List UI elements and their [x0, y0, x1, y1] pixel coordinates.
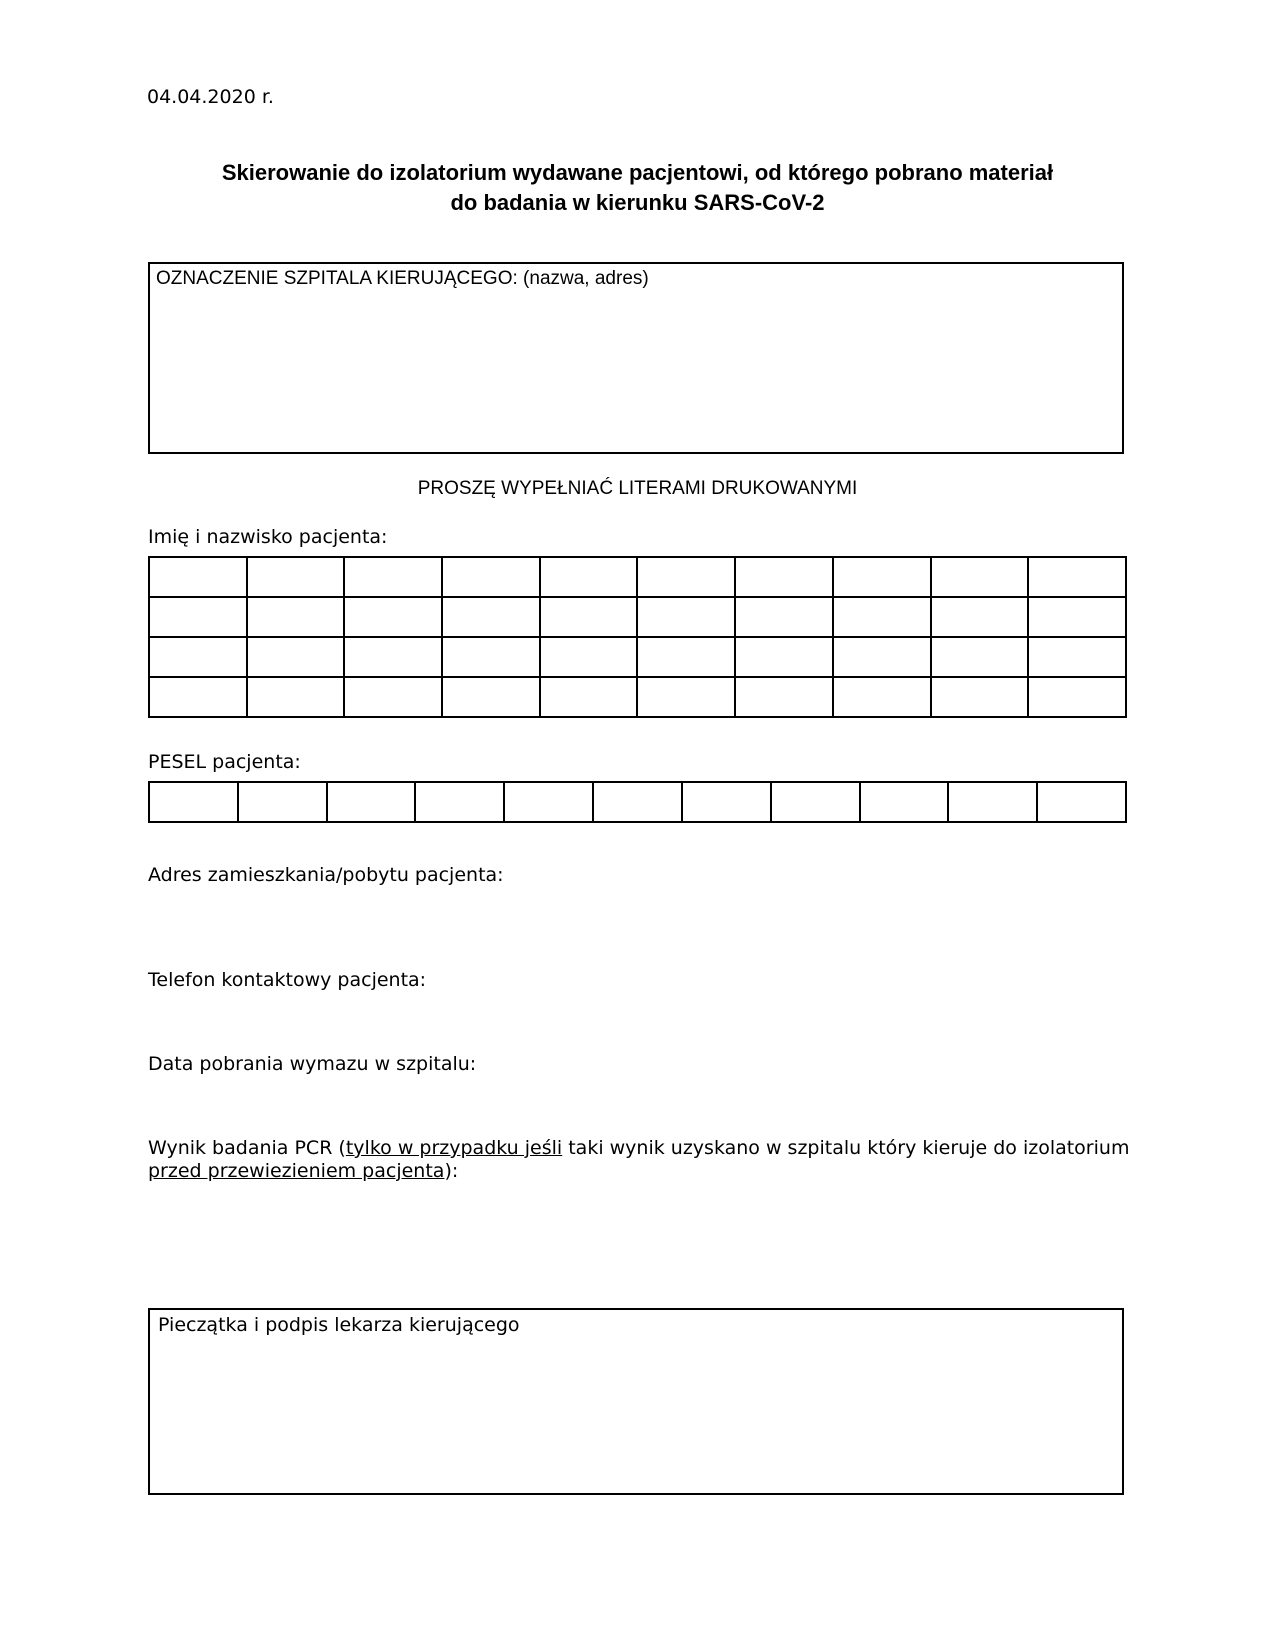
name-letter-cell[interactable] [931, 597, 1029, 637]
pcr-result-label [148, 1137, 1138, 1183]
name-grid-row [149, 557, 1126, 597]
pcr-text-part-5: ): [444, 1160, 459, 1182]
pesel-digit-cell[interactable] [327, 782, 416, 822]
name-letter-cell[interactable] [149, 677, 247, 717]
name-letter-cell[interactable] [247, 557, 345, 597]
pesel-digit-cell[interactable] [415, 782, 504, 822]
doctor-signature-label: Pieczątka i podpis lekarza kierującego [158, 1314, 520, 1336]
name-letter-cell[interactable] [344, 677, 442, 717]
name-letter-cell[interactable] [637, 677, 735, 717]
referring-hospital-label: OZNACZENIE SZPITALA KIERUJĄCEGO: (nazwa, adres) [156, 268, 649, 289]
name-letter-cell[interactable] [247, 637, 345, 677]
pesel-digit-cell[interactable] [593, 782, 682, 822]
name-letter-cell[interactable] [442, 637, 540, 677]
pcr-text-part-2: tylko w przypadku jeśli [345, 1137, 563, 1159]
address-label: Adres zamieszkania/pobytu pacjenta: [148, 864, 504, 886]
name-letter-cell[interactable] [735, 637, 833, 677]
name-letter-cell[interactable] [540, 637, 638, 677]
pesel-digit-cell[interactable] [948, 782, 1037, 822]
doctor-signature-box[interactable] [148, 1308, 1124, 1495]
document-date: 04.04.2020 r. [147, 86, 274, 108]
name-letter-cell[interactable] [1028, 637, 1126, 677]
name-letter-cell[interactable] [149, 557, 247, 597]
pesel-digit-cell[interactable] [238, 782, 327, 822]
name-letter-cell[interactable] [247, 597, 345, 637]
name-letter-cell[interactable] [833, 677, 931, 717]
name-letter-cell[interactable] [442, 557, 540, 597]
name-letter-cell[interactable] [442, 597, 540, 637]
title-line-2: do badania w kierunku SARS-CoV-2 [450, 190, 825, 215]
name-letter-cell[interactable] [1028, 597, 1126, 637]
name-letter-cell[interactable] [931, 677, 1029, 717]
name-letter-cell[interactable] [247, 677, 345, 717]
name-letter-cell[interactable] [637, 637, 735, 677]
patient-name-label: Imię i nazwisko pacjenta: [148, 526, 388, 548]
name-letter-cell[interactable] [149, 637, 247, 677]
pcr-text-part-3: taki wynik uzyskano w szpitalu który kieruje do izolatorium [562, 1137, 1130, 1159]
pesel-grid [148, 781, 1127, 823]
name-letter-cell[interactable] [1028, 677, 1126, 717]
name-letter-cell[interactable] [833, 557, 931, 597]
name-letter-cell[interactable] [1028, 557, 1126, 597]
pesel-digit-cell[interactable] [771, 782, 860, 822]
pesel-label: PESEL pacjenta: [148, 751, 301, 773]
referring-hospital-box[interactable] [148, 262, 1124, 454]
name-letter-cell[interactable] [540, 677, 638, 717]
name-grid-row [149, 637, 1126, 677]
name-letter-cell[interactable] [344, 557, 442, 597]
name-letter-cell[interactable] [442, 677, 540, 717]
pesel-grid-row [149, 782, 1126, 822]
name-letter-cell[interactable] [344, 637, 442, 677]
title-line-1: Skierowanie do izolatorium wydawane pacjentowi, od którego pobrano materiał [221, 160, 1054, 185]
name-grid-row [149, 597, 1126, 637]
document-title [140, 158, 1135, 218]
print-letters-instruction: PROSZĘ WYPEŁNIAĆ LITERAMI DRUKOWANYMI [417, 478, 858, 499]
pesel-digit-cell[interactable] [1037, 782, 1126, 822]
pcr-text-part-1: Wynik badania PCR ( [148, 1137, 346, 1159]
patient-name-grid [148, 556, 1127, 718]
name-letter-cell[interactable] [149, 597, 247, 637]
name-letter-cell[interactable] [931, 637, 1029, 677]
pesel-digit-cell[interactable] [682, 782, 771, 822]
swab-date-label: Data pobrania wymazu w szpitalu: [148, 1053, 477, 1075]
phone-label: Telefon kontaktowy pacjenta: [148, 969, 427, 991]
name-letter-cell[interactable] [540, 557, 638, 597]
name-letter-cell[interactable] [931, 557, 1029, 597]
pesel-digit-cell[interactable] [149, 782, 238, 822]
name-letter-cell[interactable] [735, 677, 833, 717]
name-letter-cell[interactable] [344, 597, 442, 637]
name-grid-row [149, 677, 1126, 717]
pesel-digit-cell[interactable] [504, 782, 593, 822]
name-letter-cell[interactable] [735, 557, 833, 597]
pesel-digit-cell[interactable] [860, 782, 949, 822]
name-letter-cell[interactable] [833, 597, 931, 637]
pcr-text-part-4: przed przewiezieniem pacjenta [148, 1160, 445, 1182]
name-letter-cell[interactable] [735, 597, 833, 637]
name-letter-cell[interactable] [637, 557, 735, 597]
name-letter-cell[interactable] [833, 637, 931, 677]
name-letter-cell[interactable] [637, 597, 735, 637]
name-letter-cell[interactable] [540, 597, 638, 637]
